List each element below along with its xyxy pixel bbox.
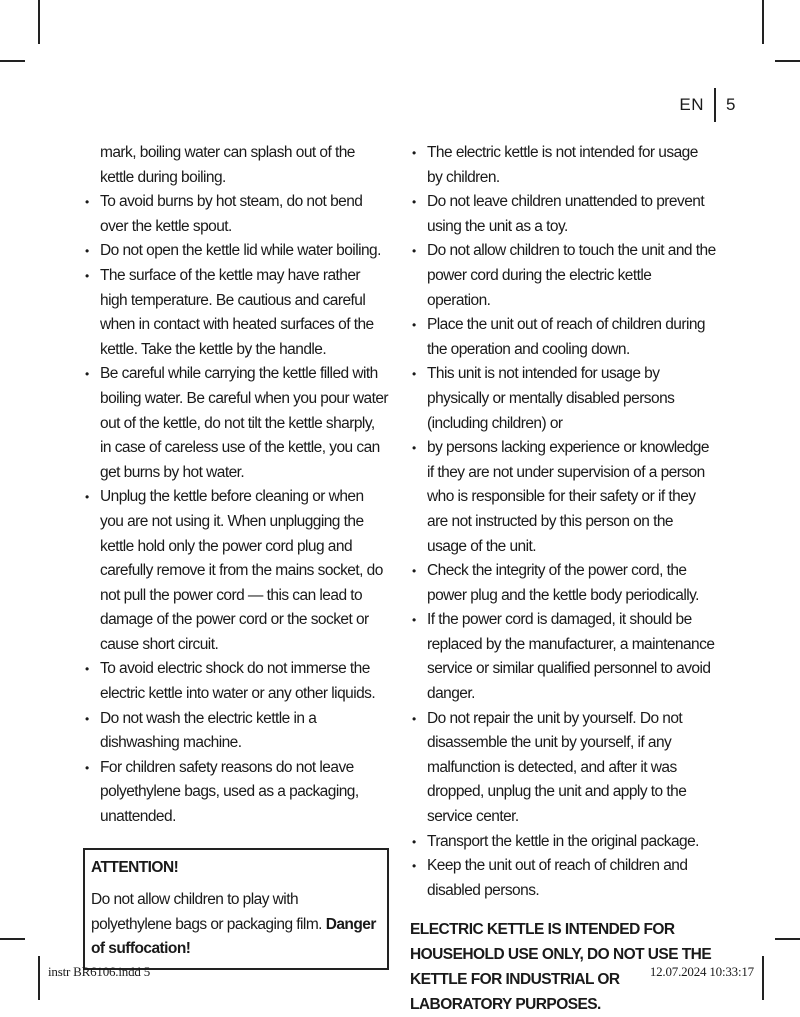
list-item: • The surface of the kettle may have rather high temperature. Be cautious and careful when in contact with heated surfaces of the kettle. Take the kettle by the handle. (83, 264, 389, 362)
crop-mark (38, 956, 40, 1000)
crop-mark (0, 938, 25, 940)
language-code: EN (679, 95, 705, 114)
list-item: • If the power cord is damaged, it should be replaced by the manufacturer, a maintenance service or similar qualified personnel to avoid danger. (410, 608, 716, 706)
list-item: • Do not wash the electric kettle in a dishwashing machine. (83, 707, 389, 756)
list-item: • Place the unit out of reach of children during the operation and cooling down. (410, 313, 716, 362)
attention-text (91, 888, 381, 962)
crop-mark (762, 956, 764, 1000)
crop-mark (0, 60, 25, 62)
list-item: • This unit is not intended for usage by physically or mentally disabled persons (including children) or (410, 362, 716, 436)
list-item: • Keep the unit out of reach of children and disabled persons. (410, 854, 716, 903)
attention-body: Do not allow children to play with polyethylene bags or packaging film. (91, 891, 326, 933)
page-number: 5 (726, 95, 736, 114)
list-item: • For children safety reasons do not leave polyethylene bags, used as a packaging, unattended. (83, 756, 389, 830)
list-item: • Do not open the kettle lid while water boiling. (83, 239, 389, 264)
crop-mark (762, 0, 764, 44)
attention-box (83, 848, 389, 970)
continuation-text: mark, boiling water can splash out of the kettle during boiling. (100, 144, 355, 186)
list-item: • Do not leave children unattended to prevent using the unit as a toy. (410, 190, 716, 239)
left-column (83, 141, 389, 970)
danger-warning: Danger of suffocation! (91, 915, 376, 958)
list-item: • Do not allow children to touch the unit and the power cord during the electric kettle operation. (410, 239, 716, 313)
list-item: • Check the integrity of the power cord, the power plug and the kettle body periodically. (410, 559, 716, 608)
list-item: • To avoid electric shock do not immerse the electric kettle into water or any other liquids. (83, 657, 389, 706)
list-item: • Be careful while carrying the kettle filled with boiling water. Be careful when you pour water out of the kettle, do not tilt the kettle sharply, in case of careless use of the kettle, you can get burns by hot water. (83, 362, 389, 485)
safety-list-right (410, 141, 716, 903)
list-item: • To avoid burns by hot steam, do not bend over the kettle spout. (83, 190, 389, 239)
safety-list-left (83, 190, 389, 829)
footer-timestamp: 12.07.2024 10:33:17 (649, 964, 754, 979)
crop-mark (775, 938, 800, 940)
crop-mark (775, 60, 800, 62)
page-header (679, 88, 736, 122)
list-item: • by persons lacking experience or knowledge if they are not under supervision of a person who is responsible for their safety or if they are not instructed by this person on the usage of the unit. (410, 436, 716, 559)
crop-mark (38, 0, 40, 44)
household-use-warning: ELECTRIC KETTLE IS INTENDED FOR HOUSEHOLD USE ONLY, DO NOT USE THE KETTLE FOR INDUSTRIAL OR LABORATORY PURPOSES. (410, 921, 712, 1014)
footer-file: instr BR6106.indd 5 (48, 964, 151, 979)
list-item: • Transport the kettle in the original package. (410, 830, 716, 855)
list-item: • The electric kettle is not intended for usage by children. (410, 141, 716, 190)
attention-title: ATTENTION! (91, 858, 179, 876)
right-column (410, 141, 716, 1017)
list-item: • Do not repair the unit by yourself. Do not disassemble the unit by yourself, if any malfunction is detected, and after it was dropped, unplug the unit and apply to the service center. (410, 707, 716, 830)
list-item: • Unplug the kettle before cleaning or when you are not using it. When unplugging the kettle hold only the power cord plug and carefully remove it from the mains socket, do not pull the power cord — this can lead to damage of the power cord or the socket or cause short circuit. (83, 485, 389, 657)
